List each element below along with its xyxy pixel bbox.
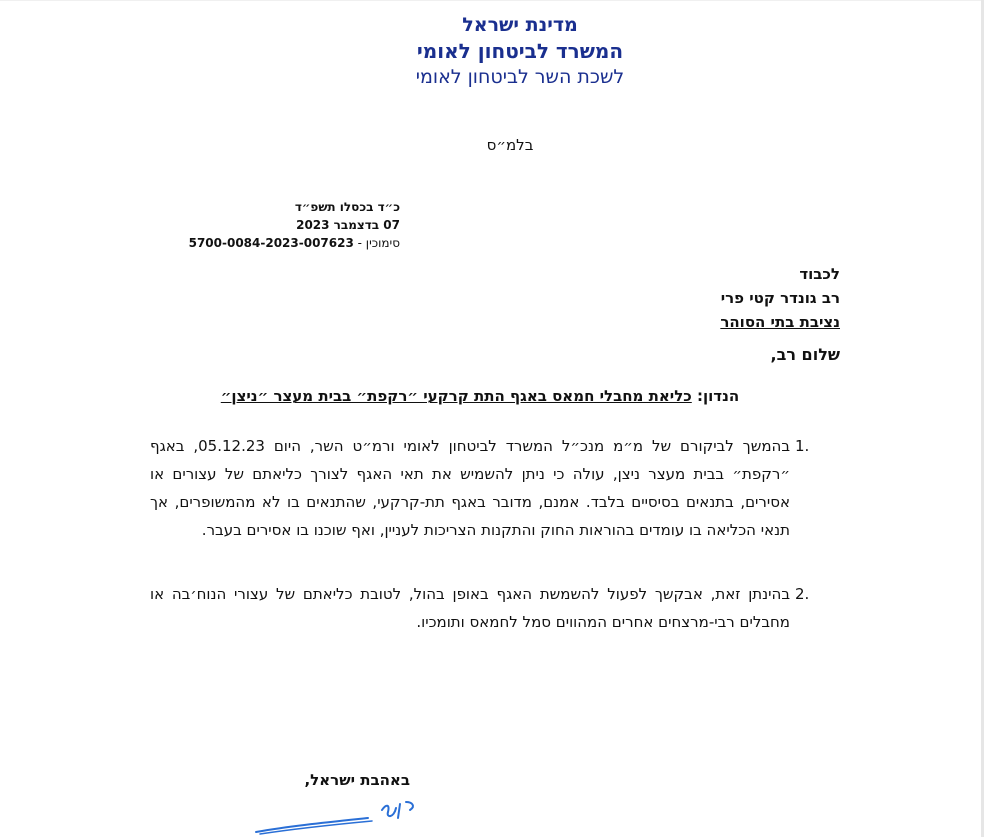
letterhead-office: לשכת השר לביטחון לאומי [415,66,625,88]
recipient-title: נציבת בתי הסוהר [720,313,840,331]
reference-line [150,234,400,252]
item-number: 1. [795,437,810,455]
letterhead-ministry: המשרד לביטחון לאומי [416,39,624,63]
letter-meta [150,198,400,252]
reference-label: סימוכין - [357,236,400,250]
item-number: 2. [795,585,810,603]
letterhead [300,12,740,90]
recipient-block [520,262,840,334]
recipient-to: לכבוד [799,265,840,283]
item-paragraph: בהמשך לביקורם של מ״מ מנכ״ל המשרד לביטחון לאומי ורמ״ט השר, היום 05.12.23, באגף ״רקפת״ בבית מעצר ניצן, עולה כי ניתן להשמיש את תאי האגף לצורך כליאתם של עצורים או אסירים, בתנאים בסיסיים בלבד. אמנם, מדובר באגף תת-קרקעי, שהתנאים בו לא מהמשופרים, אך תנאי הכליאה בו עומדים בהוראות החוק והתקנות הצריכות לעניין, ואף שוכנו בו אסירים בעבר. [150,437,790,539]
hebrew-date: כ״ד בכסלו תשפ״ד [294,200,400,214]
letterhead-state: מדינת ישראל [462,14,578,36]
subject-text: כליאת מחבלי חמאס באגף התת קרקעי ״רקפת״ בבית מעצר ״ניצן״ [220,387,692,405]
closing-line: באהבת ישראל, [304,771,410,789]
gregorian-date: 07 בדצמבר 2023 [296,218,400,232]
item-paragraph: בהינתן זאת, אבקשך לפעול להשמשת האגף באופן בהול, לטובת כליאתם של עצורי הנוח׳בה או מחבלים רבי-מרצחים אחרים המהווים סמל לחמאס ותומכיו. [150,585,790,631]
recipient-name: רב גונדר קטי פרי [720,289,840,307]
classification-label: בלמ״ס [486,136,534,154]
page-top-edge [0,0,984,1]
subject-line [160,384,800,408]
subject-label: הנדון: [697,387,740,405]
reference-number: 5700-0084-2023-007623 [188,236,354,250]
greeting: שלום רב, [770,345,840,364]
signature-mark [250,796,430,836]
